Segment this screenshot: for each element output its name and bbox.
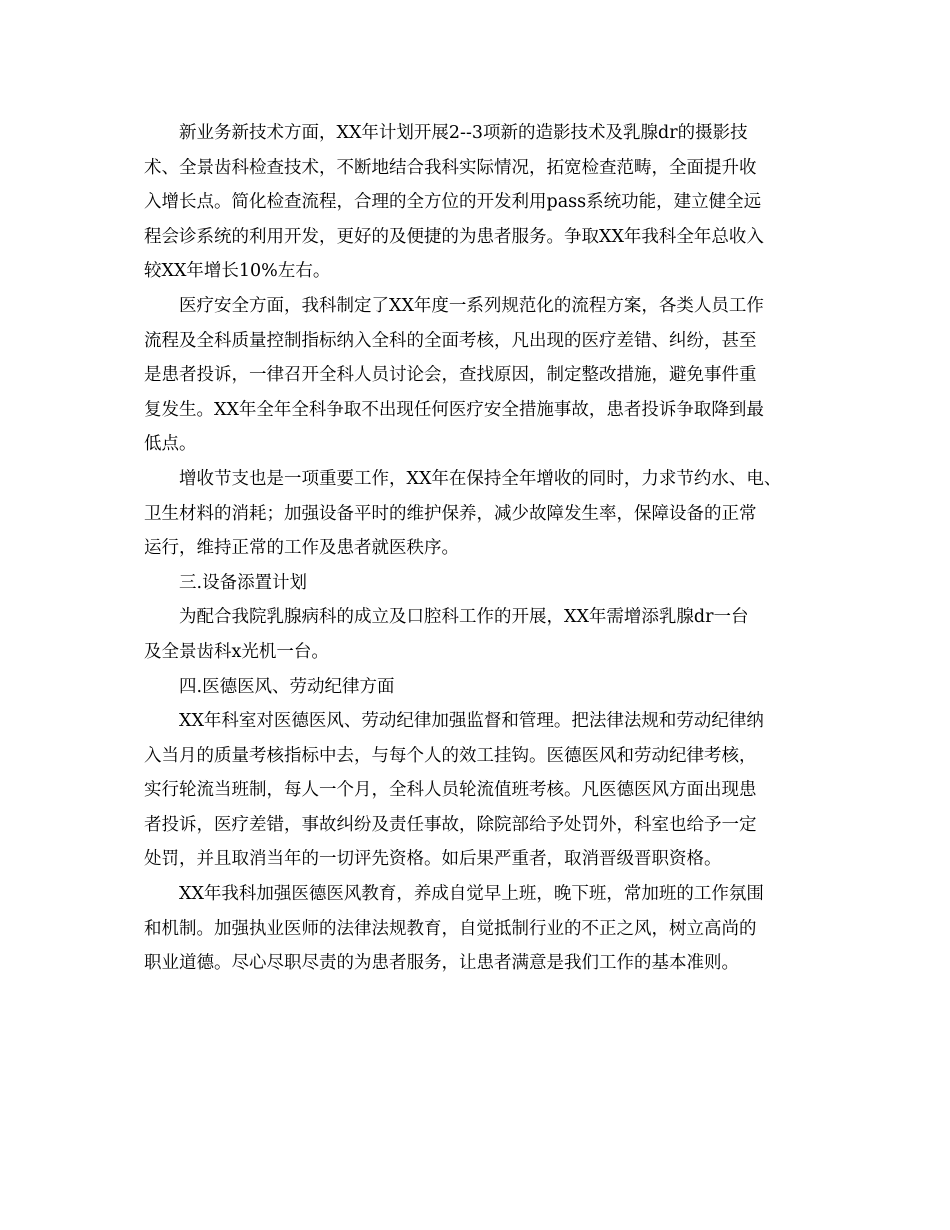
text-line: 运行，维持正常的工作及患者就医秩序。 (144, 538, 459, 559)
text-line: 流程及全科质量控制指标纳入全科的全面考核，凡出现的医疗差错、纠纷，甚至 (144, 330, 757, 351)
paragraph-new-business (144, 116, 810, 289)
text-line: 为配合我院乳腺病科的成立及口腔科工作的开展，XX年需增添乳腺dr一台 (179, 607, 749, 628)
text-line: 者投诉，医疗差错，事故纠纷及责任事故，除院部给予处罚外，科室也给予一定 (144, 814, 757, 835)
document-body (144, 116, 810, 981)
text-line: 及全景齿科x光机一台。 (144, 641, 329, 662)
text-line: 处罚，并且取消当年的一切评先资格。如后果严重者，取消晋级晋职资格。 (144, 849, 722, 870)
text-line: 医疗安全方面，我科制定了XX年度一系列规范化的流程方案，各类人员工作 (179, 295, 764, 316)
text-line: 实行轮流当班制，每人一个月，全科人员轮流值班考核。凡医德医风方面出现患 (144, 780, 757, 801)
text-line: 入当月的质量考核指标中去，与每个人的效工挂钩。医德医风和劳动纪律考核， (144, 745, 757, 766)
paragraph-cost-saving (144, 462, 810, 566)
section-heading-equipment (144, 566, 810, 601)
text-line: 复发生。XX年全年全科争取不出现任何医疗安全措施事故，患者投诉争取降到最 (144, 399, 764, 420)
text-line: 增收节支也是一项重要工作，XX年在保持全年增收的同时，力求节约水、电、 (179, 468, 782, 489)
text-line: 新业务新技术方面，XX年计划开展2--3项新的造影技术及乳腺dr的摄影技 (179, 123, 748, 143)
text-line: XX年我科加强医德医风教育，养成自觉早上班，晚下班，常加班的工作氛围 (179, 884, 764, 905)
text-line: XX年科室对医德医风、劳动纪律加强监督和管理。把法律法规和劳动纪律纳 (179, 711, 764, 732)
heading-text: 四.医德医风、劳动纪律方面 (179, 676, 395, 697)
section-heading-ethics (144, 670, 810, 705)
paragraph-equipment-plan (144, 600, 810, 669)
paragraph-medical-safety (144, 289, 810, 462)
paragraph-ethics-education (144, 877, 810, 981)
text-line: 术、全景齿科检查技术，不断地结合我科实际情况，拓宽检查范畴，全面提升收 (144, 157, 757, 178)
text-line: 是患者投诉，一律召开全科人员讨论会，查找原因，制定整改措施，避免事件重 (144, 365, 757, 386)
text-line: 入增长点。简化检查流程，合理的全方位的开发利用pass系统功能，建立健全远 (144, 192, 762, 213)
paragraph-ethics-discipline (144, 704, 810, 877)
text-line: 和机制。加强执业医师的法律法规教育，自觉抵制行业的不正之风，树立高尚的 (144, 918, 757, 939)
text-line: 程会诊系统的利用开发，更好的及便捷的为患者服务。争取XX年我科全年总收入 (144, 226, 764, 247)
heading-text: 三.设备添置计划 (179, 572, 308, 593)
text-line: 较XX年增长10%左右。 (144, 261, 331, 282)
text-line: 卫生材料的消耗；加强设备平时的维护保养，减少故障发生率，保障设备的正常 (144, 503, 757, 524)
text-line: 职业道德。尽心尽职尽责的为患者服务，让患者满意是我们工作的基本准则。 (144, 953, 739, 974)
text-line: 低点。 (144, 434, 197, 455)
